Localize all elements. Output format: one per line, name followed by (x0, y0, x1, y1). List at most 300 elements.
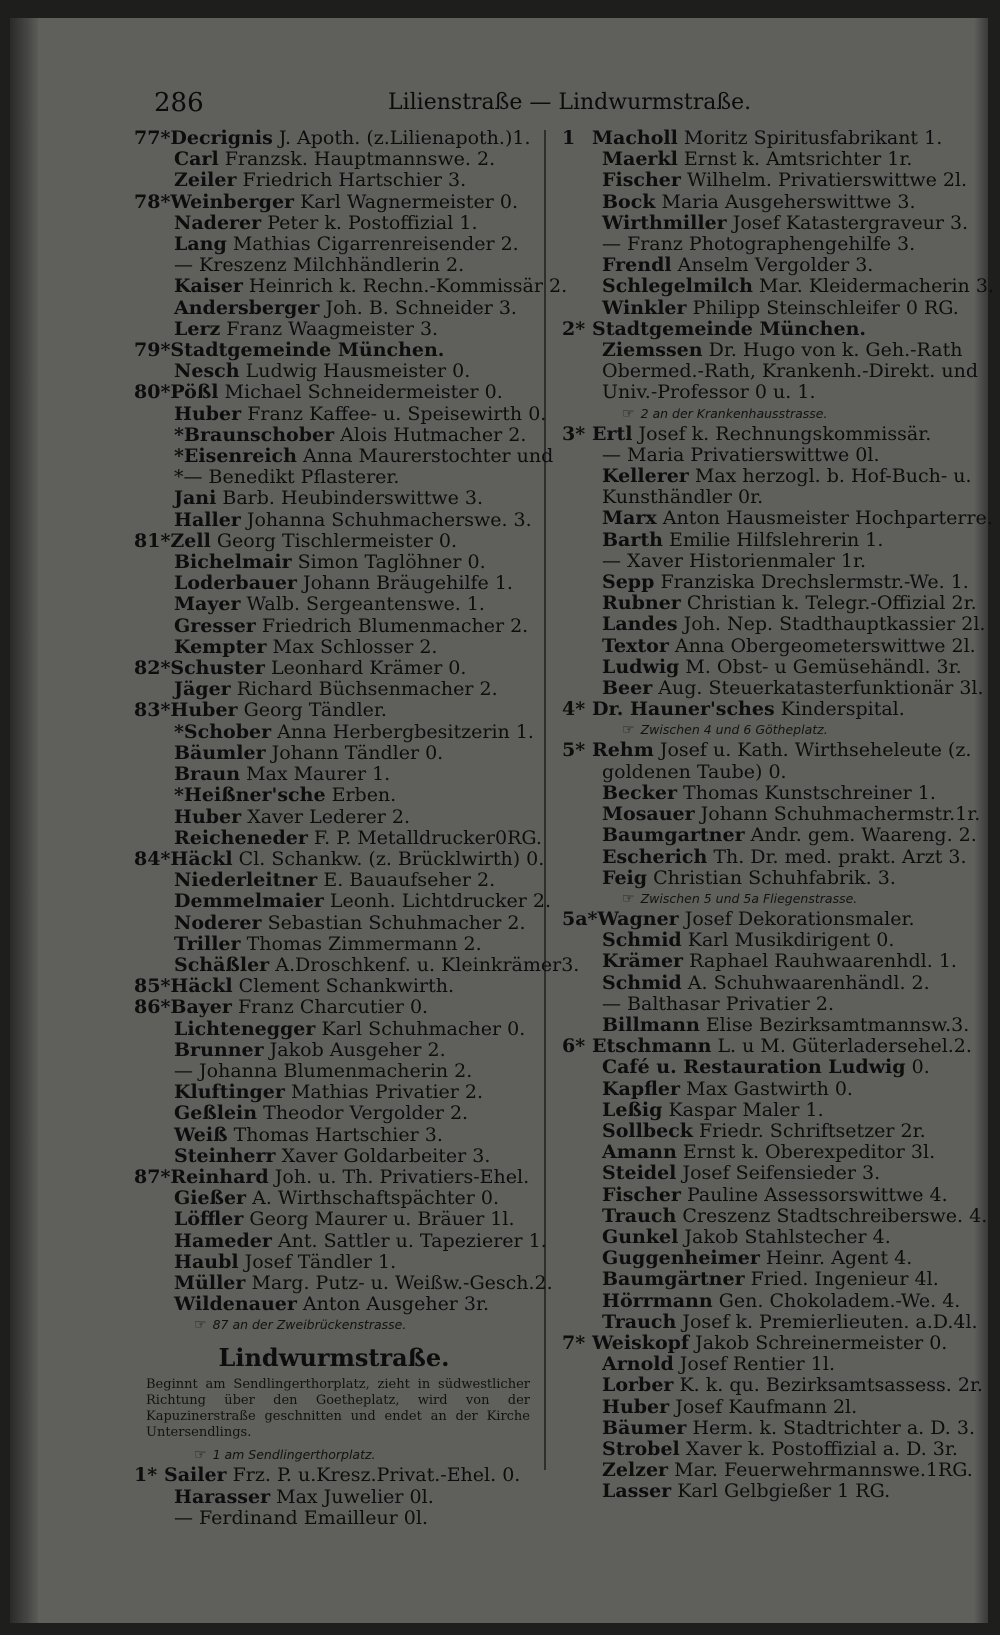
directory-entry (562, 762, 962, 783)
resident-name: Kaiser (174, 275, 243, 298)
page-number: 286 (154, 88, 204, 118)
resident-name: Sailer (164, 1464, 227, 1487)
directory-entry (134, 700, 534, 721)
note-text: 87 an der Zweibrückenstrasse. (212, 1317, 407, 1333)
resident-name: Baumgärtner (602, 1268, 745, 1291)
resident-name: Gresser (174, 614, 256, 637)
street-note (134, 1315, 534, 1335)
directory-entry (134, 1209, 534, 1230)
resident-details: Walb. Sergeantenswe. 1. (246, 593, 485, 616)
directory-entry (562, 1227, 962, 1248)
directory-entry (562, 1142, 962, 1163)
resident-name: Reicheneder (174, 826, 308, 849)
resident-name: Zell (170, 529, 211, 552)
resident-details: Franz Kaffee- u. Speisewirth 0. (247, 402, 547, 425)
resident-details: 0. (911, 1056, 930, 1079)
resident-name: Bichelmair (174, 551, 292, 574)
resident-name: Huber (174, 402, 242, 425)
directory-entry (562, 824, 977, 847)
section-title: Lindwurmstraße. (218, 1343, 450, 1373)
resident-name: Becker (602, 781, 677, 804)
resident-details: Georg Tischlermeister 0. (216, 529, 457, 552)
resident-name: Wagner (597, 907, 679, 930)
directory-entry (562, 1100, 962, 1121)
street-note (562, 404, 962, 424)
resident-name: Steinherr (174, 1144, 276, 1167)
directory-entry (562, 1439, 962, 1460)
resident-name: Gunkel (602, 1225, 679, 1248)
resident-details: Anna Maurerstochter und (302, 445, 554, 468)
directory-entry (562, 1354, 962, 1375)
directory-entry (134, 1294, 534, 1315)
resident-details: Thomas Kunstschreiner 1. (683, 781, 936, 804)
directory-entry (134, 298, 534, 319)
resident-name: Geßlein (174, 1102, 258, 1125)
resident-details: Josef k. Rechnungskommissär. (638, 422, 932, 445)
directory-entry (562, 1013, 970, 1036)
resident-name: Mayer (174, 593, 241, 616)
directory-entry (562, 677, 984, 700)
directory-entry (134, 425, 534, 446)
directory-entry (562, 1397, 962, 1418)
directory-entry (562, 275, 994, 298)
right-entries-b (562, 422, 993, 721)
resident-name: Strobel (602, 1437, 680, 1460)
resident-details: Xaver k. Postoffizial a. D. 3r. (685, 1437, 958, 1460)
resident-details: Georg Tändler. (243, 699, 387, 722)
resident-details: Ernst k. Amtsrichter 1r. (683, 148, 913, 171)
house-number: 5* (562, 739, 586, 762)
resident-name: Carl (174, 148, 219, 171)
resident-details: Ernst k. Oberexpeditor 3l. (682, 1141, 936, 1164)
directory-entry (562, 192, 962, 213)
house-number: 5a* (562, 907, 598, 930)
resident-details: Dr. Hugo von k. Geh.-Rath (708, 339, 963, 362)
resident-name: Leßig (602, 1098, 663, 1121)
directory-entry (562, 487, 962, 508)
resident-details: Leonh. Lichtdrucker 2. (329, 890, 552, 913)
resident-details: Thomas Hartschier 3. (233, 1123, 443, 1146)
resident-details: Fried. Ingenieur 4l. (750, 1268, 939, 1291)
directory-entry (562, 1204, 988, 1227)
resident-details: Mathias Privatier 2. (290, 1081, 484, 1104)
directory-entry (562, 868, 962, 889)
resident-details: goldenen Taube) 0. (602, 760, 787, 783)
resident-details: Pauline Assessorswittwe 4. (686, 1183, 948, 1206)
resident-details: Th. Dr. med. prakt. Arzt 3. (713, 845, 967, 868)
resident-details: Josef Katastergraveur 3. (732, 211, 969, 234)
directory-entry (134, 870, 534, 891)
directory-entry (562, 1310, 978, 1333)
house-number: 6* (562, 1035, 586, 1058)
resident-details: Leonhard Krämer 0. (270, 657, 467, 680)
resident-name: Billmann (602, 1013, 700, 1036)
resident-details: Sebastian Schuhmacher 2. (267, 911, 526, 934)
resident-name: Bäumler (174, 741, 266, 764)
directory-entry (134, 1146, 534, 1167)
resident-name: Maerkl (602, 148, 678, 171)
directory-entry (134, 785, 534, 806)
resident-details: — Johanna Blumenmacherin 2. (174, 1059, 473, 1082)
directory-entry (562, 699, 962, 720)
resident-details: Franz Waagmeister 3. (226, 317, 439, 340)
resident-details: Joh. Nep. Stadthauptkassier 2l. (683, 613, 986, 636)
directory-entry (134, 934, 534, 955)
resident-details: Michael Schneidermeister 0. (224, 381, 503, 404)
directory-entry (562, 465, 972, 488)
directory-entry (562, 1333, 962, 1354)
resident-name: Nesch (174, 360, 240, 383)
house-number: 1* (134, 1464, 158, 1487)
house-number: 82* (134, 657, 171, 680)
resident-name: Wirthmiller (602, 211, 727, 234)
directory-entry (134, 913, 534, 934)
column-divider (544, 130, 546, 1470)
street-note (562, 889, 962, 909)
resident-details: Maria Ausgeherswittwe 3. (661, 190, 916, 213)
directory-entry (134, 1252, 534, 1273)
resident-details: — Maria Privatierswittwe 0l. (602, 443, 880, 466)
resident-details: Max Maurer 1. (246, 763, 391, 786)
resident-details: Josef Seifensieder 3. (682, 1162, 881, 1185)
directory-entry (134, 510, 534, 531)
resident-details: Heinrich k. Rechn.-Kommissär 2. (248, 275, 568, 298)
house-number: 84* (134, 847, 171, 870)
resident-name: *Schober (174, 720, 272, 743)
resident-name: Ziemssen (602, 339, 703, 362)
directory-entry (562, 1079, 962, 1100)
note-text: 2 an der Krankenhausstrasse. (640, 405, 828, 421)
directory-entry (134, 997, 534, 1018)
resident-name: Häckl (170, 847, 233, 870)
note-text: Zwischen 5 und 5a Fliegenstrasse. (640, 890, 858, 906)
directory-entry (134, 467, 534, 488)
resident-name: Escherich (602, 845, 708, 868)
directory-entry (134, 170, 534, 191)
directory-entry (562, 1185, 962, 1206)
directory-entry (134, 1465, 534, 1486)
directory-entry (134, 1188, 534, 1209)
directory-entry (134, 361, 534, 382)
directory-entry (134, 1125, 534, 1146)
resident-name: Haubl (174, 1250, 239, 1273)
directory-entry (134, 531, 534, 552)
resident-name: Braun (174, 763, 241, 786)
directory-entry (134, 1167, 534, 1188)
directory-entry (134, 402, 547, 425)
directory-entry (562, 530, 962, 551)
left-entries-2 (134, 1465, 534, 1529)
house-number: 4* (562, 698, 586, 721)
resident-details: Max Gastwirth 0. (686, 1077, 853, 1100)
resident-details: — Xaver Historienmaler 1r. (602, 549, 867, 572)
section-description: Beginnt am Sendlingerthorplatz, zieht in südwestlicher Richtung über den Goetheplatz, wird von der Kapuzinerstraße geschnitten und endet an der Kirche Untersendlings. (146, 1377, 530, 1441)
directory-entry (562, 1416, 976, 1439)
house-number: 87* (134, 1165, 171, 1188)
resident-name: Textor (602, 634, 669, 657)
directory-entry (562, 592, 977, 615)
directory-entry (134, 573, 534, 594)
resident-details: Frz. P. u.Kresz.Privat.-Ehel. 0. (232, 1464, 521, 1487)
directory-entry (562, 169, 968, 192)
directory-entry (134, 594, 534, 615)
resident-name: Steidel (602, 1162, 677, 1185)
note-text: Zwischen 4 und 6 Götheplatz. (640, 722, 828, 738)
directory-entry (562, 613, 986, 636)
resident-name: Lang (174, 233, 227, 256)
directory-entry (562, 551, 962, 572)
directory-entry (562, 803, 981, 826)
resident-details: Andr. gem. Waareng. 2. (750, 824, 977, 847)
resident-name: Schlegelmilch (602, 275, 753, 298)
resident-name: Krämer (602, 950, 684, 973)
directory-entry (562, 930, 962, 951)
resident-details: Mar. Kleidermacherin 3. (758, 275, 994, 298)
resident-name: Zeiler (174, 169, 237, 192)
resident-name: Winkler (602, 296, 687, 319)
resident-details: Emilie Hilfslehrerin 1. (669, 528, 884, 551)
resident-details: Johann Tändler 0. (271, 741, 444, 764)
resident-details: Alois Hutmacher 2. (340, 423, 527, 446)
resident-name: *Eisenreich (174, 445, 297, 468)
right-entries-a (562, 127, 994, 404)
resident-details: Josef k. Premierlieuten. a.D.4l. (682, 1310, 978, 1333)
resident-details: Thomas Zimmermann 2. (246, 932, 482, 955)
resident-name: Etschmann (592, 1035, 712, 1058)
resident-details: Marg. Putz- u. Weißw.-Gesch.2. (251, 1271, 553, 1294)
directory-entry (134, 1271, 553, 1294)
resident-details: Xaver Goldarbeiter 3. (281, 1144, 491, 1167)
directory-entry (134, 1508, 534, 1529)
resident-details: Friedr. Schriftsetzer 2r. (698, 1119, 926, 1142)
resident-name: Loderbauer (174, 572, 297, 595)
resident-name: Kempter (174, 635, 267, 658)
resident-name: Fischer (602, 1183, 681, 1206)
directory-entry (134, 255, 534, 276)
resident-details: Franz Charcutier 0. (237, 996, 429, 1019)
resident-name: Schäßler (174, 953, 270, 976)
directory-entry (134, 275, 568, 298)
resident-details: Anna Herbergbesitzerin 1. (277, 720, 534, 743)
directory-entry (134, 847, 545, 870)
directory-entry (562, 657, 962, 678)
resident-details: Kinderspital. (780, 698, 905, 721)
resident-details: Friedrich Blumenmacher 2. (261, 614, 529, 637)
pointing-hand-icon: ☞ (622, 722, 635, 739)
directory-entry (134, 213, 534, 234)
resident-details: Franzsk. Hauptmannswe. 2. (224, 148, 496, 171)
resident-name: Niederleitner (174, 869, 318, 892)
resident-name: Hörrmann (602, 1289, 713, 1312)
directory-entry (134, 340, 534, 361)
resident-name: Löffler (174, 1208, 244, 1231)
resident-details: Aug. Steuerkatasterfunktionär 3l. (658, 677, 984, 700)
directory-entry (562, 951, 962, 972)
directory-entry (562, 1035, 972, 1058)
directory-entry (562, 1057, 962, 1078)
resident-name: Kellerer (602, 465, 689, 488)
resident-name: Decrignis (170, 127, 273, 149)
note-text: 1 am Sendlingerthorplatz. (212, 1447, 376, 1463)
pointing-hand-icon: ☞ (622, 405, 635, 422)
resident-details: Obermed.-Rath, Krankenh.-Direkt. und (602, 360, 979, 383)
resident-details: Max Juwelier 0l. (276, 1485, 434, 1508)
directory-entry (562, 1121, 962, 1142)
directory-entry (134, 488, 534, 509)
resident-name: Rubner (602, 592, 681, 615)
resident-name: Beer (602, 677, 653, 700)
resident-details: E. Bauaufseher 2. (323, 869, 496, 892)
resident-name: Lerz (174, 317, 221, 340)
resident-details: Elise Bezirksamtmannsw.3. (705, 1013, 970, 1036)
directory-entry (134, 319, 534, 340)
resident-name: Trauch (602, 1310, 677, 1333)
resident-name: Macholl (592, 127, 678, 149)
directory-page (10, 18, 994, 1623)
directory-entry (134, 1061, 534, 1082)
resident-name: Huber (174, 805, 242, 828)
directory-entry (562, 128, 962, 149)
resident-name: Huber (170, 699, 238, 722)
resident-name: Schmid (602, 929, 682, 952)
resident-name: Guggenheimer (602, 1247, 760, 1270)
resident-name: Brunner (174, 1038, 264, 1061)
directory-entry (562, 909, 962, 930)
resident-details: L. u M. Güterladersehel.2. (717, 1035, 972, 1058)
house-number: 3* (562, 422, 586, 445)
resident-name: Bäumer (602, 1416, 687, 1439)
directory-entry (562, 298, 962, 319)
resident-name: Müller (174, 1271, 246, 1294)
resident-details: Anton Ausgeher 3r. (302, 1293, 490, 1316)
resident-details: Christian k. Telegr.-Offizial 2r. (686, 592, 977, 615)
resident-details: Josef Tändler 1. (244, 1250, 397, 1273)
resident-name: Weinberger (170, 190, 295, 213)
resident-details: *— Benedikt Pflasterer. (174, 466, 400, 489)
directory-entry (562, 1459, 973, 1482)
resident-details: — Balthasar Privatier 2. (602, 992, 835, 1015)
house-number: 1 (562, 127, 576, 149)
resident-details: Johann Bräugehilfe 1. (302, 572, 513, 595)
resident-details: Josef Rentier 1l. (679, 1353, 835, 1376)
pointing-hand-icon: ☞ (194, 1447, 207, 1464)
directory-entry (562, 994, 962, 1015)
resident-name: Naderer (174, 211, 262, 234)
directory-entry (562, 634, 976, 657)
resident-name: Rehm (592, 739, 654, 762)
resident-name: Marx (602, 507, 657, 530)
resident-details: Moritz Spiritusfabrikant 1. (683, 127, 943, 149)
house-number: 83* (134, 699, 171, 722)
resident-details: Theodor Vergolder 2. (263, 1102, 469, 1125)
resident-details: Barb. Heubinderswittwe 3. (222, 487, 484, 510)
directory-entry (134, 1487, 534, 1508)
house-number: 80* (134, 381, 171, 404)
directory-entry (134, 1040, 534, 1061)
resident-name: Schuster (170, 657, 265, 680)
resident-details: Kaspar Maler 1. (668, 1098, 824, 1121)
directory-entry (562, 445, 962, 466)
resident-name: Café u. Restauration Ludwig (602, 1056, 906, 1079)
resident-details: Herm. k. Stadtrichter a. D. 3. (692, 1416, 976, 1439)
resident-name: Landes (602, 613, 678, 636)
resident-name: Andersberger (174, 296, 320, 319)
resident-name: Stadtgemeinde München. (592, 317, 867, 340)
resident-details: Karl Schuhmacher 0. (321, 1017, 526, 1040)
directory-entry (134, 976, 534, 997)
page-header (140, 86, 950, 122)
directory-entry (134, 679, 534, 700)
directory-entry (134, 445, 554, 468)
directory-entry (562, 845, 967, 868)
resident-details: A. Wirthschaftspächter 0. (252, 1187, 500, 1210)
directory-entry (134, 826, 542, 849)
resident-details: Johanna Schuhmacherswe. 3. (246, 508, 532, 531)
resident-details: Anton Hausmeister Hochparterre. (662, 507, 993, 530)
resident-name: Arnold (602, 1353, 674, 1376)
directory-entry (134, 149, 534, 170)
right-entries-c (562, 739, 981, 889)
street-note (134, 1445, 534, 1465)
directory-entry (134, 743, 534, 764)
resident-details: Joh. B. Schneider 3. (325, 296, 517, 319)
resident-details: Anselm Vergolder 3. (677, 254, 874, 277)
resident-name: Sollbeck (602, 1119, 693, 1142)
directory-entry (562, 340, 962, 361)
resident-details: Erben. (331, 784, 397, 807)
binding-gutter (10, 18, 38, 1623)
resident-details: Ludwig Hausmeister 0. (245, 360, 471, 383)
directory-entry (562, 234, 962, 255)
resident-details: Simon Taglöhner 0. (297, 551, 486, 574)
pointing-hand-icon: ☞ (194, 1317, 207, 1334)
resident-details: Christian Schuhfabrik. 3. (653, 866, 896, 889)
resident-name: Ludwig (602, 655, 680, 678)
directory-entry (134, 192, 534, 213)
house-number: 77* (134, 127, 171, 149)
resident-details: Creszenz Stadtschreiberswe. 4. (682, 1204, 988, 1227)
directory-entry (134, 616, 534, 637)
directory-entry (562, 507, 993, 530)
resident-name: Huber (602, 1395, 670, 1418)
resident-name: Dr. Hauner'sches (592, 698, 775, 721)
resident-details: A.Droschkenf. u. Kleinkrämer3. (275, 953, 580, 976)
directory-entry (134, 382, 534, 403)
resident-name: Hameder (174, 1229, 272, 1252)
resident-details: Xaver Lederer 2. (247, 805, 411, 828)
resident-name: Weiß (174, 1123, 228, 1146)
directory-entry (134, 953, 580, 976)
house-number: 86* (134, 996, 171, 1019)
house-number: 7* (562, 1331, 586, 1354)
house-number: 79* (134, 339, 171, 362)
house-number: 2* (562, 317, 586, 340)
resident-details: — Franz Photographengehilfe 3. (602, 233, 916, 256)
resident-details: — Kreszenz Milchhändlerin 2. (174, 254, 465, 277)
resident-name: Lorber (602, 1374, 674, 1397)
directory-entry (134, 722, 534, 743)
resident-name: Frendl (602, 254, 672, 277)
resident-details: Georg Maurer u. Bräuer 1l. (249, 1208, 515, 1231)
directory-entry (134, 1019, 534, 1040)
resident-details: Cl. Schankw. (z. Brücklwirth) 0. (238, 847, 545, 870)
resident-name: Gießer (174, 1187, 247, 1210)
resident-details: Gen. Chokoladem.-We. 4. (718, 1289, 961, 1312)
resident-details: Max Schlosser 2. (272, 635, 438, 658)
resident-details: Karl Musikdirigent 0. (687, 929, 895, 952)
directory-entry (134, 1082, 534, 1103)
resident-details: Mathias Cigarrenreisender 2. (232, 233, 519, 256)
